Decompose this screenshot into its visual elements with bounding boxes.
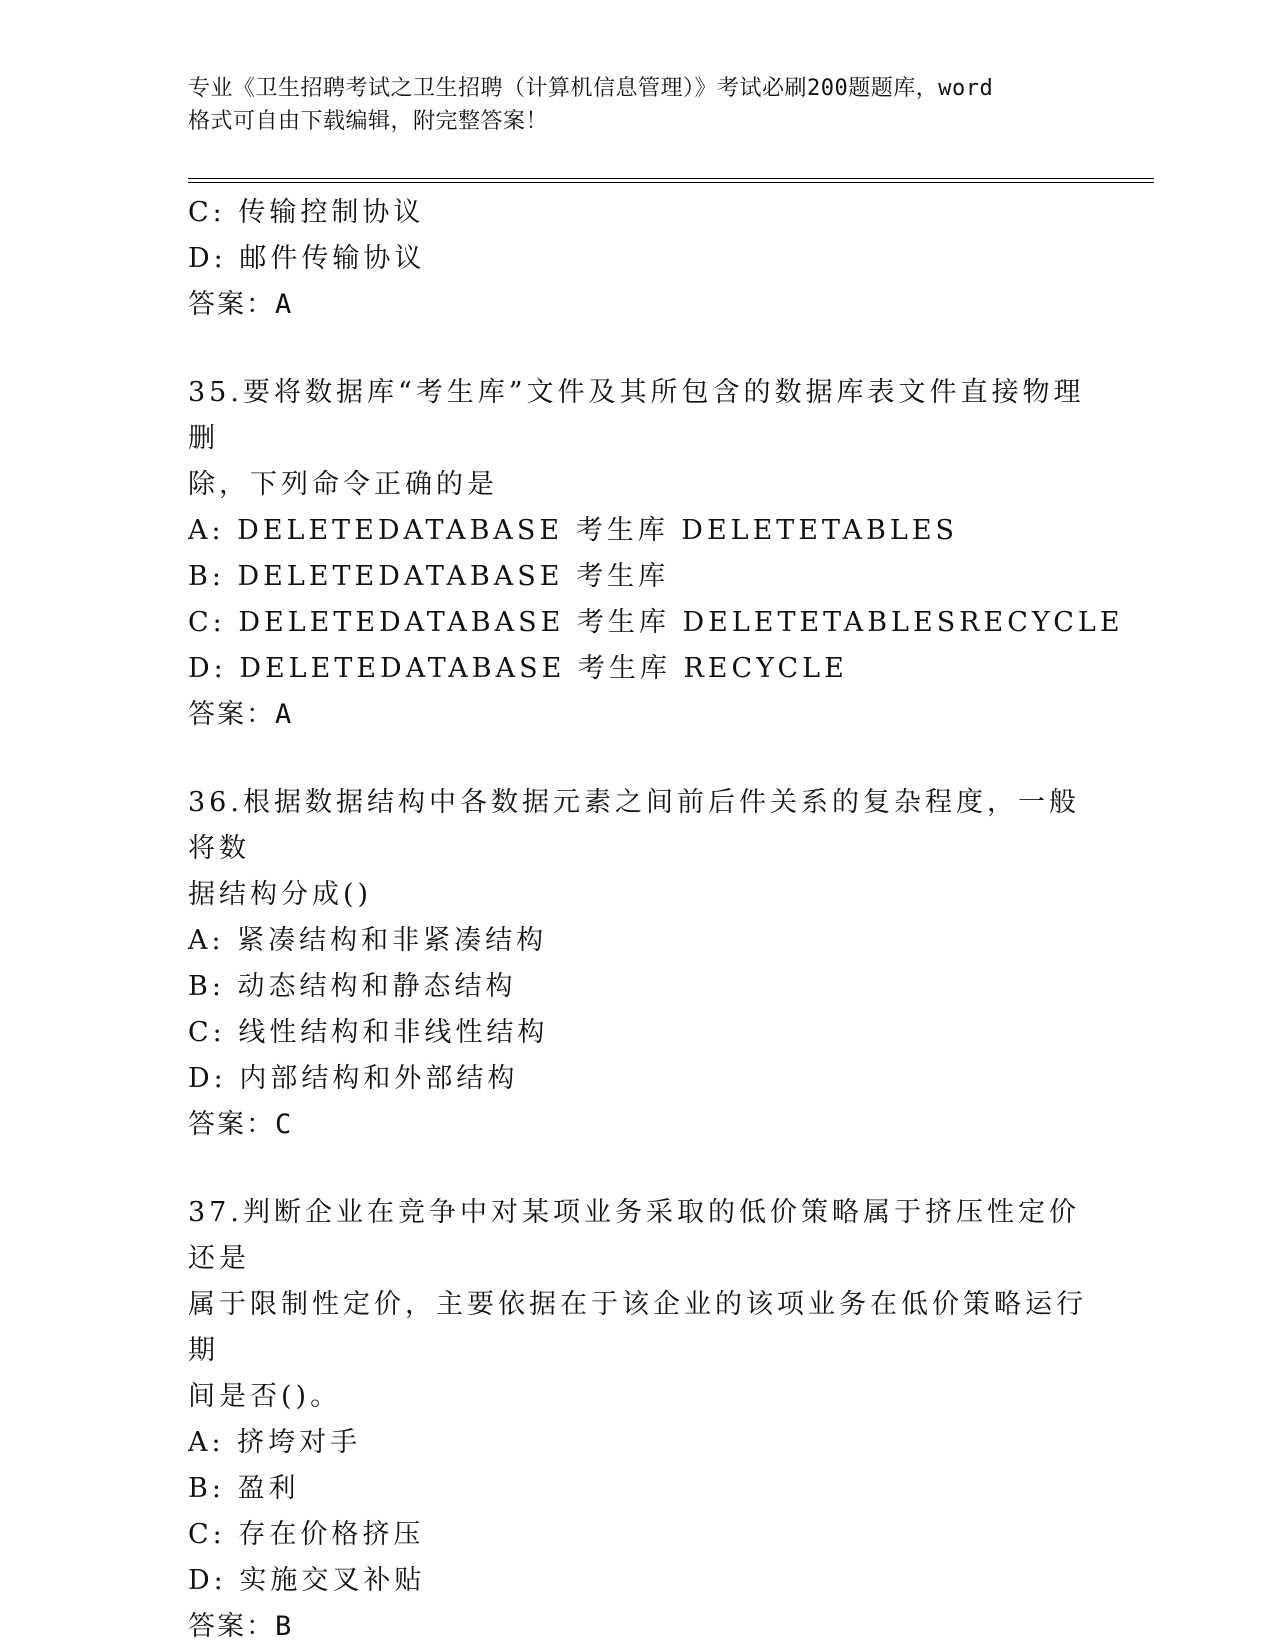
option-d: D: 邮件传输协议 (188, 243, 426, 274)
option-c: C: DELETEDATABASE 考生库 DELETETABLESRECYCLE (188, 607, 1124, 638)
question-text-line: 37.判断企业在竞争中对某项业务采取的低价策略属于挤压性定价还是 (188, 1197, 1080, 1274)
option-a: A: 紧凑结构和非紧凑结构 (188, 925, 548, 956)
question-35 (188, 370, 1124, 738)
option-c: C: 传输控制协议 (188, 197, 425, 228)
answer: 答案：B (188, 1611, 294, 1642)
document-header (188, 72, 1088, 138)
header-line-1: 专业《卫生招聘考试之卫生招聘（计算机信息管理）》考试必刷200题题库，word (188, 76, 994, 101)
option-c: C: 存在价格挤压 (188, 1519, 425, 1550)
answer: 答案：C (188, 1109, 294, 1140)
question-37 (188, 1190, 1088, 1650)
option-b: B: 盈利 (188, 1473, 300, 1504)
question-text-line: 36.根据数据结构中各数据元素之间前后件关系的复杂程度，一般将数 (188, 787, 1080, 864)
option-b: B: DELETEDATABASE 考生库 (188, 561, 670, 592)
question-text-line: 属于限制性定价，主要依据在于该企业的该项业务在低价策略运行期 (188, 1289, 1087, 1366)
question-36 (188, 780, 1088, 1148)
question-text-line: 35.要将数据库“考生库”文件及其所包含的数据库表文件直接物理删 (188, 377, 1085, 454)
option-c: C: 线性结构和非线性结构 (188, 1017, 549, 1048)
prev-question-tail (188, 190, 1088, 328)
question-text-line: 除，下列命令正确的是 (188, 469, 498, 500)
document-body (188, 190, 1124, 1650)
answer: 答案：A (188, 699, 294, 730)
question-text-line: 间是否()。 (188, 1381, 342, 1412)
header-line-2: 格式可自由下载编辑，附完整答案！ (188, 109, 549, 134)
option-a: A: 挤垮对手 (188, 1427, 362, 1458)
header-divider-bottom (188, 182, 1154, 183)
answer: 答案：A (188, 289, 294, 320)
header-divider-top (188, 178, 1154, 179)
option-b: B: 动态结构和静态结构 (188, 971, 517, 1002)
option-d: D: DELETEDATABASE 考生库 RECYCLE (188, 653, 848, 684)
option-d: D: 内部结构和外部结构 (188, 1063, 519, 1094)
question-text-line: 据结构分成() (188, 879, 373, 910)
option-d: D: 实施交叉补贴 (188, 1565, 426, 1596)
option-a: A: DELETEDATABASE 考生库 DELETETABLES (188, 515, 959, 546)
